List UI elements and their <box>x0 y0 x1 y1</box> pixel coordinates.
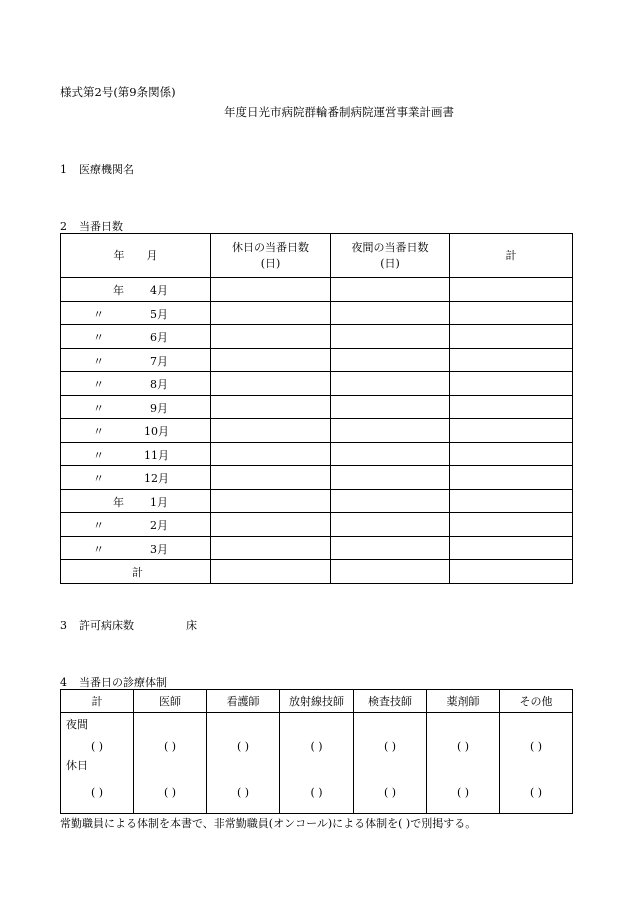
staff-header: 看護師 <box>207 690 280 713</box>
staff-cell[interactable] <box>207 713 280 814</box>
month-row <box>61 442 573 466</box>
month-prefix: 〃 <box>93 401 104 415</box>
night-days-cell[interactable] <box>331 325 450 349</box>
month-prefix: 〃 <box>93 448 104 462</box>
month-header: 月 <box>146 248 158 262</box>
staff-header: その他 <box>500 690 573 713</box>
year-header: 年 <box>113 248 125 262</box>
month-row <box>61 325 573 349</box>
document-title: 年度日光市病院群輪番制病院運営事業計画書 <box>224 105 454 119</box>
night-days-cell[interactable] <box>331 489 450 513</box>
month-prefix: 〃 <box>93 425 104 438</box>
month-cell <box>61 419 211 443</box>
holiday-days-cell[interactable] <box>211 301 331 325</box>
month-cell <box>61 489 211 513</box>
total-cell[interactable] <box>450 513 573 537</box>
night-header-line2: (日) <box>380 256 400 270</box>
form-number: 様式第2号(第9条関係) <box>60 85 176 99</box>
month-cell <box>61 395 211 419</box>
section-1-heading <box>60 161 134 177</box>
month-row <box>61 466 573 490</box>
holiday-days-cell[interactable] <box>211 442 331 466</box>
month-row <box>61 395 573 419</box>
holiday-days-cell[interactable] <box>211 395 331 419</box>
total-cell[interactable] <box>450 325 573 349</box>
holiday-oncall-paren: ( ) <box>310 786 323 799</box>
month-row <box>61 301 573 325</box>
section-number: 4 <box>60 676 67 689</box>
holiday-days-cell[interactable] <box>211 278 331 302</box>
month-prefix: 年 <box>113 284 124 297</box>
holiday-days-cell[interactable] <box>211 419 331 443</box>
total-cell[interactable] <box>450 536 573 560</box>
section-2-heading <box>60 218 123 234</box>
staff-cell[interactable] <box>427 713 500 814</box>
month-label: 9月 <box>150 401 168 415</box>
night-label: 夜間 <box>66 718 88 731</box>
night-days-header <box>331 234 450 278</box>
staff-cell[interactable] <box>354 713 427 814</box>
bed-unit: 床 <box>186 619 197 632</box>
month-label: 5月 <box>150 307 168 321</box>
duty-days-table <box>60 233 573 584</box>
night-oncall-paren: ( ) <box>236 740 250 753</box>
month-cell <box>61 442 211 466</box>
month-label: 2月 <box>150 519 168 532</box>
total-cell[interactable] <box>450 278 573 302</box>
night-oncall-paren: ( ) <box>310 740 323 753</box>
month-label: 4月 <box>150 284 168 297</box>
total-cell[interactable] <box>450 560 573 584</box>
night-oncall-paren: ( ) <box>456 740 470 753</box>
month-prefix: 〃 <box>93 331 104 344</box>
night-days-cell[interactable] <box>331 466 450 490</box>
month-row <box>61 536 573 560</box>
holiday-days-cell[interactable] <box>211 372 331 396</box>
holiday-oncall-paren: ( ) <box>383 786 397 799</box>
month-prefix: 〃 <box>93 378 104 391</box>
month-label: 1月 <box>150 495 168 509</box>
total-row <box>61 560 573 584</box>
night-days-cell[interactable] <box>331 442 450 466</box>
holiday-header-line2: (日) <box>260 256 281 270</box>
holiday-oncall-paren: ( ) <box>90 786 104 799</box>
holiday-days-cell[interactable] <box>211 348 331 372</box>
section-label: 当番日の診療体制 <box>79 676 167 689</box>
month-row <box>61 348 573 372</box>
staff-header: 計 <box>61 690 134 713</box>
night-days-cell[interactable] <box>331 348 450 372</box>
total-header: 計 <box>450 234 573 278</box>
footnote: 常勤職員による体制を本書で、非常勤職員(オンコール)による体制を( )で別掲する。 <box>60 817 477 830</box>
month-row <box>61 278 573 302</box>
night-days-cell[interactable] <box>331 372 450 396</box>
month-label: 10月 <box>144 425 169 438</box>
staff-cell[interactable] <box>280 713 354 814</box>
total-cell[interactable] <box>450 372 573 396</box>
night-days-cell[interactable] <box>331 395 450 419</box>
staffing-table <box>60 689 573 814</box>
month-prefix: 〃 <box>93 542 104 556</box>
month-cell <box>61 372 211 396</box>
month-label: 11月 <box>144 448 169 462</box>
month-prefix: 〃 <box>93 307 104 321</box>
month-prefix: 年 <box>113 495 124 509</box>
month-label: 8月 <box>150 378 168 391</box>
month-cell <box>61 278 211 302</box>
night-days-cell[interactable] <box>331 278 450 302</box>
staff-cell[interactable] <box>500 713 573 814</box>
night-days-cell[interactable] <box>331 560 450 584</box>
holiday-oncall-paren: ( ) <box>456 786 470 799</box>
section-3-heading <box>60 617 197 633</box>
night-days-cell[interactable] <box>331 419 450 443</box>
month-label: 3月 <box>150 542 168 556</box>
section-number: 2 <box>60 220 67 233</box>
month-label: 6月 <box>150 331 168 344</box>
month-cell <box>61 348 211 372</box>
holiday-oncall-paren: ( ) <box>529 786 543 799</box>
year-month-header <box>61 234 211 278</box>
staff-cell[interactable] <box>61 713 134 814</box>
night-oncall-paren: ( ) <box>529 740 543 753</box>
total-row-label-cell <box>61 560 211 584</box>
night-days-cell[interactable] <box>331 536 450 560</box>
month-prefix: 〃 <box>93 519 104 532</box>
section-label: 当番日数 <box>79 220 123 233</box>
holiday-oncall-paren: ( ) <box>163 786 177 799</box>
holiday-label: 休日 <box>66 759 88 772</box>
total-cell[interactable] <box>450 466 573 490</box>
month-cell <box>61 325 211 349</box>
total-cell[interactable] <box>450 348 573 372</box>
holiday-days-cell[interactable] <box>211 466 331 490</box>
night-header-line1: 夜間の当番日数 <box>351 240 429 254</box>
month-label: 7月 <box>150 354 168 368</box>
total-cell[interactable] <box>450 419 573 443</box>
staff-header: 検査技師 <box>354 690 427 713</box>
holiday-days-cell[interactable] <box>211 536 331 560</box>
month-prefix: 〃 <box>93 354 104 368</box>
month-row <box>61 419 573 443</box>
holiday-days-header <box>211 234 331 278</box>
total-cell[interactable] <box>450 442 573 466</box>
month-prefix: 〃 <box>93 472 104 485</box>
month-cell <box>61 466 211 490</box>
month-cell <box>61 536 211 560</box>
section-label: 医療機関名 <box>79 163 134 176</box>
month-row <box>61 489 573 513</box>
month-label: 12月 <box>144 472 169 485</box>
holiday-oncall-paren: ( ) <box>236 786 250 799</box>
month-row <box>61 513 573 537</box>
section-4-heading <box>60 674 167 690</box>
night-oncall-paren: ( ) <box>383 740 397 753</box>
month-row <box>61 372 573 396</box>
night-days-cell[interactable] <box>331 301 450 325</box>
holiday-header-line1: 休日の当番日数 <box>232 240 309 254</box>
section-number: 3 <box>60 619 67 632</box>
section-label: 許可病床数 <box>79 619 134 632</box>
month-cell <box>61 301 211 325</box>
night-oncall-paren: ( ) <box>90 740 104 753</box>
section-number: 1 <box>60 163 67 176</box>
holiday-days-cell[interactable] <box>211 325 331 349</box>
holiday-days-cell[interactable] <box>211 560 331 584</box>
night-days-cell[interactable] <box>331 513 450 537</box>
staff-header: 放射線技師 <box>280 690 354 713</box>
holiday-days-cell[interactable] <box>211 513 331 537</box>
month-cell <box>61 513 211 537</box>
total-row-label: 計 <box>132 566 143 579</box>
total-cell[interactable] <box>450 301 573 325</box>
night-oncall-paren: ( ) <box>163 740 177 753</box>
staff-header: 薬剤師 <box>427 690 500 713</box>
total-cell[interactable] <box>450 395 573 419</box>
total-cell[interactable] <box>450 489 573 513</box>
holiday-days-cell[interactable] <box>211 489 331 513</box>
staff-header: 医師 <box>134 690 207 713</box>
staff-cell[interactable] <box>134 713 207 814</box>
